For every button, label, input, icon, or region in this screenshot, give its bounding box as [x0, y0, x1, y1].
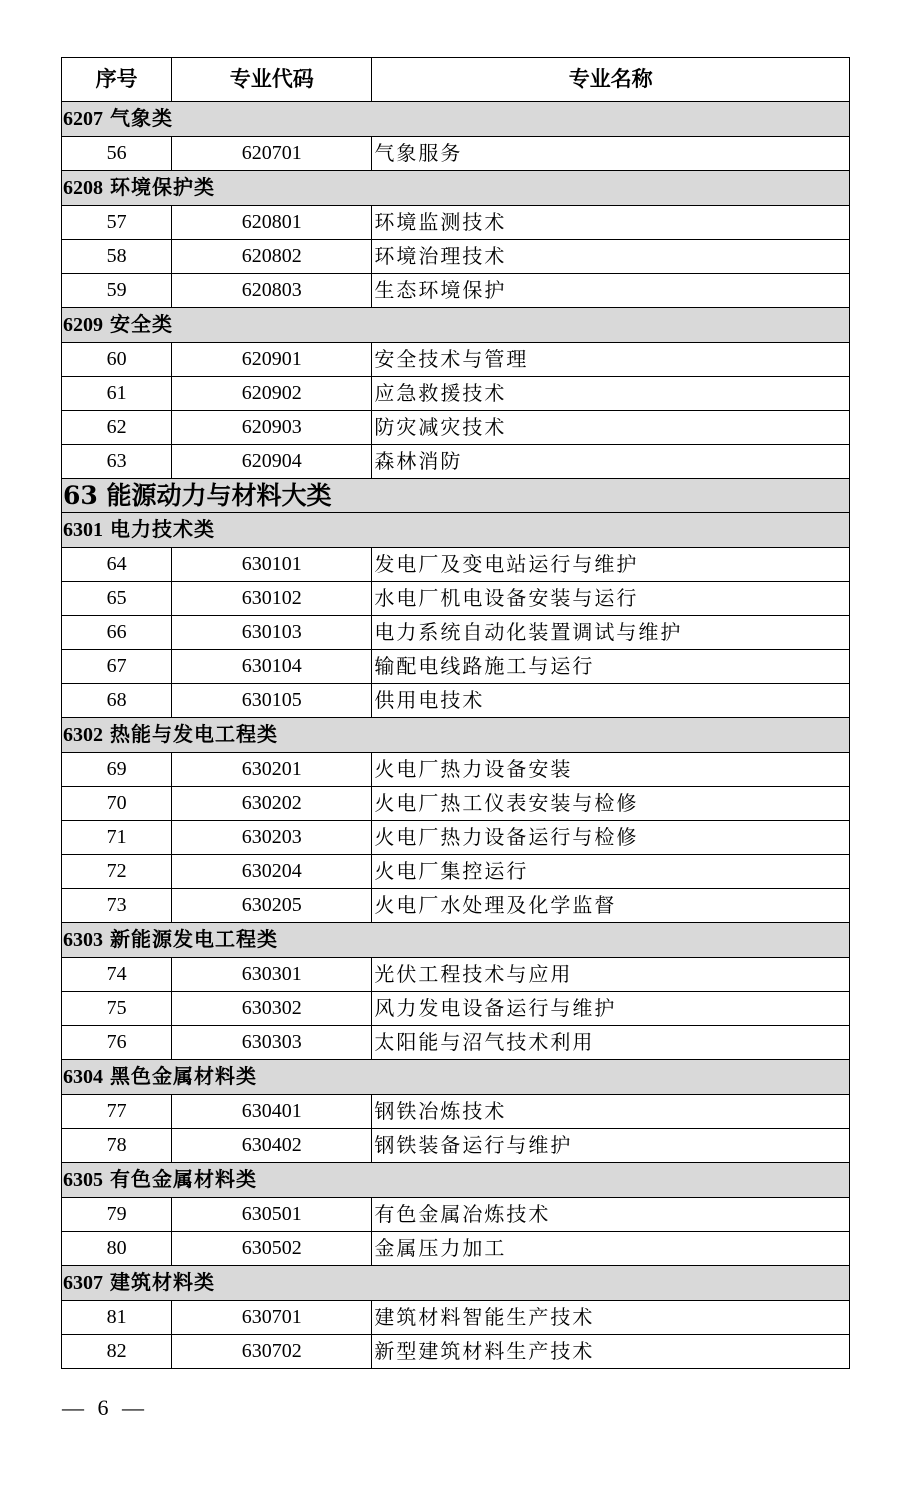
category-row [62, 1266, 850, 1301]
table-row [62, 1129, 850, 1163]
name-cell: 有色金属冶炼技术 [372, 1198, 850, 1232]
category-name: 建筑材料类 [109, 1270, 215, 1294]
table-row [62, 1335, 850, 1369]
table-row [62, 206, 850, 240]
table-row [62, 1232, 850, 1266]
category-name: 环境保护类 [109, 175, 215, 199]
seq-cell: 62 [62, 411, 172, 445]
name-cell: 电力系统自动化装置调试与维护 [372, 616, 850, 650]
seq-cell: 76 [62, 1026, 172, 1060]
table-row [62, 787, 850, 821]
code-cell: 630502 [172, 1232, 372, 1266]
code-cell: 620901 [172, 343, 372, 377]
code-cell: 630303 [172, 1026, 372, 1060]
category-name: 气象类 [109, 106, 173, 130]
category-name: 能源动力与材料大类 [106, 481, 332, 510]
table-row [62, 821, 850, 855]
seq-cell: 64 [62, 548, 172, 582]
category-code: 6208 [63, 177, 103, 199]
code-cell: 630102 [172, 582, 372, 616]
name-cell: 应急救援技术 [372, 377, 850, 411]
table-header-row [62, 58, 850, 102]
table-row [62, 274, 850, 308]
name-cell: 钢铁装备运行与维护 [372, 1129, 850, 1163]
category-row [62, 718, 850, 753]
seq-cell: 81 [62, 1301, 172, 1335]
category-row [62, 923, 850, 958]
name-cell: 钢铁冶炼技术 [372, 1095, 850, 1129]
seq-cell: 59 [62, 274, 172, 308]
seq-cell: 72 [62, 855, 172, 889]
name-cell: 发电厂及变电站运行与维护 [372, 548, 850, 582]
seq-cell: 68 [62, 684, 172, 718]
seq-cell: 80 [62, 1232, 172, 1266]
category-code: 6207 [63, 108, 103, 130]
name-cell: 火电厂集控运行 [372, 855, 850, 889]
majors-table [61, 57, 850, 1369]
category-cell [62, 513, 850, 548]
seq-cell: 69 [62, 753, 172, 787]
page-number: — 6 — [62, 1395, 148, 1420]
seq-cell: 63 [62, 445, 172, 479]
table-row [62, 753, 850, 787]
code-cell: 630301 [172, 958, 372, 992]
category-code: 6303 [63, 929, 103, 951]
table-row [62, 1026, 850, 1060]
header-name: 专业名称 [372, 58, 850, 102]
code-cell: 620903 [172, 411, 372, 445]
name-cell: 风力发电设备运行与维护 [372, 992, 850, 1026]
category-name: 热能与发电工程类 [109, 722, 278, 746]
category-row [62, 513, 850, 548]
header-code: 专业代码 [172, 58, 372, 102]
category-row [62, 1163, 850, 1198]
category-cell [62, 1266, 850, 1301]
code-cell: 630402 [172, 1129, 372, 1163]
code-cell: 630205 [172, 889, 372, 923]
table-row [62, 548, 850, 582]
table-row [62, 377, 850, 411]
code-cell: 620902 [172, 377, 372, 411]
table-row [62, 889, 850, 923]
code-cell: 630501 [172, 1198, 372, 1232]
category-cell [62, 171, 850, 206]
seq-cell: 77 [62, 1095, 172, 1129]
code-cell: 620701 [172, 137, 372, 171]
category-name: 电力技术类 [109, 517, 215, 541]
seq-cell: 61 [62, 377, 172, 411]
seq-cell: 58 [62, 240, 172, 274]
code-cell: 620904 [172, 445, 372, 479]
table-body [62, 102, 850, 1369]
category-code: 6307 [63, 1272, 103, 1294]
code-cell: 630401 [172, 1095, 372, 1129]
category-row [62, 308, 850, 343]
code-cell: 630203 [172, 821, 372, 855]
seq-cell: 78 [62, 1129, 172, 1163]
table-row [62, 958, 850, 992]
name-cell: 火电厂热工仪表安装与检修 [372, 787, 850, 821]
name-cell: 安全技术与管理 [372, 343, 850, 377]
table-row [62, 240, 850, 274]
table-row [62, 137, 850, 171]
seq-cell: 57 [62, 206, 172, 240]
name-cell: 气象服务 [372, 137, 850, 171]
name-cell: 新型建筑材料生产技术 [372, 1335, 850, 1369]
name-cell: 环境监测技术 [372, 206, 850, 240]
seq-cell: 71 [62, 821, 172, 855]
seq-cell: 56 [62, 137, 172, 171]
category-cell [62, 1060, 850, 1095]
name-cell: 供用电技术 [372, 684, 850, 718]
name-cell: 金属压力加工 [372, 1232, 850, 1266]
category-row [62, 171, 850, 206]
name-cell: 防灾减灾技术 [372, 411, 850, 445]
category-code: 6209 [63, 314, 103, 336]
category-cell [62, 102, 850, 137]
category-code: 6301 [63, 519, 103, 541]
code-cell: 630201 [172, 753, 372, 787]
code-cell: 630104 [172, 650, 372, 684]
category-cell [62, 923, 850, 958]
category-name: 黑色金属材料类 [109, 1064, 257, 1088]
code-cell: 620801 [172, 206, 372, 240]
category-code: 63 [63, 481, 98, 510]
code-cell: 630302 [172, 992, 372, 1026]
code-cell: 620802 [172, 240, 372, 274]
name-cell: 光伏工程技术与应用 [372, 958, 850, 992]
table-row [62, 616, 850, 650]
table-row [62, 1095, 850, 1129]
table-row [62, 445, 850, 479]
name-cell: 水电厂机电设备安装与运行 [372, 582, 850, 616]
category-code: 6304 [63, 1066, 103, 1088]
category-cell [62, 718, 850, 753]
table-row [62, 1301, 850, 1335]
category-name: 安全类 [109, 312, 173, 336]
category-code: 6302 [63, 724, 103, 746]
code-cell: 630701 [172, 1301, 372, 1335]
code-cell: 630103 [172, 616, 372, 650]
category-cell [62, 479, 850, 513]
code-cell: 630101 [172, 548, 372, 582]
seq-cell: 67 [62, 650, 172, 684]
table-row [62, 650, 850, 684]
table-row [62, 1198, 850, 1232]
category-cell [62, 1163, 850, 1198]
category-name: 有色金属材料类 [109, 1167, 257, 1191]
name-cell: 火电厂热力设备安装 [372, 753, 850, 787]
category-row [62, 102, 850, 137]
seq-cell: 70 [62, 787, 172, 821]
name-cell: 输配电线路施工与运行 [372, 650, 850, 684]
category-cell [62, 308, 850, 343]
name-cell: 生态环境保护 [372, 274, 850, 308]
seq-cell: 74 [62, 958, 172, 992]
category-row [62, 1060, 850, 1095]
table-row [62, 411, 850, 445]
code-cell: 630702 [172, 1335, 372, 1369]
table-row [62, 582, 850, 616]
category-code: 6305 [63, 1169, 103, 1191]
seq-cell: 79 [62, 1198, 172, 1232]
table-row [62, 343, 850, 377]
name-cell: 火电厂水处理及化学监督 [372, 889, 850, 923]
name-cell: 太阳能与沼气技术利用 [372, 1026, 850, 1060]
header-seq: 序号 [62, 58, 172, 102]
name-cell: 建筑材料智能生产技术 [372, 1301, 850, 1335]
major-category-row [62, 479, 850, 513]
seq-cell: 73 [62, 889, 172, 923]
seq-cell: 60 [62, 343, 172, 377]
table-row [62, 855, 850, 889]
seq-cell: 66 [62, 616, 172, 650]
name-cell: 火电厂热力设备运行与检修 [372, 821, 850, 855]
table-row [62, 992, 850, 1026]
code-cell: 630204 [172, 855, 372, 889]
name-cell: 森林消防 [372, 445, 850, 479]
seq-cell: 65 [62, 582, 172, 616]
code-cell: 630105 [172, 684, 372, 718]
name-cell: 环境治理技术 [372, 240, 850, 274]
code-cell: 620803 [172, 274, 372, 308]
code-cell: 630202 [172, 787, 372, 821]
seq-cell: 82 [62, 1335, 172, 1369]
table-row [62, 684, 850, 718]
seq-cell: 75 [62, 992, 172, 1026]
category-name: 新能源发电工程类 [109, 927, 278, 951]
